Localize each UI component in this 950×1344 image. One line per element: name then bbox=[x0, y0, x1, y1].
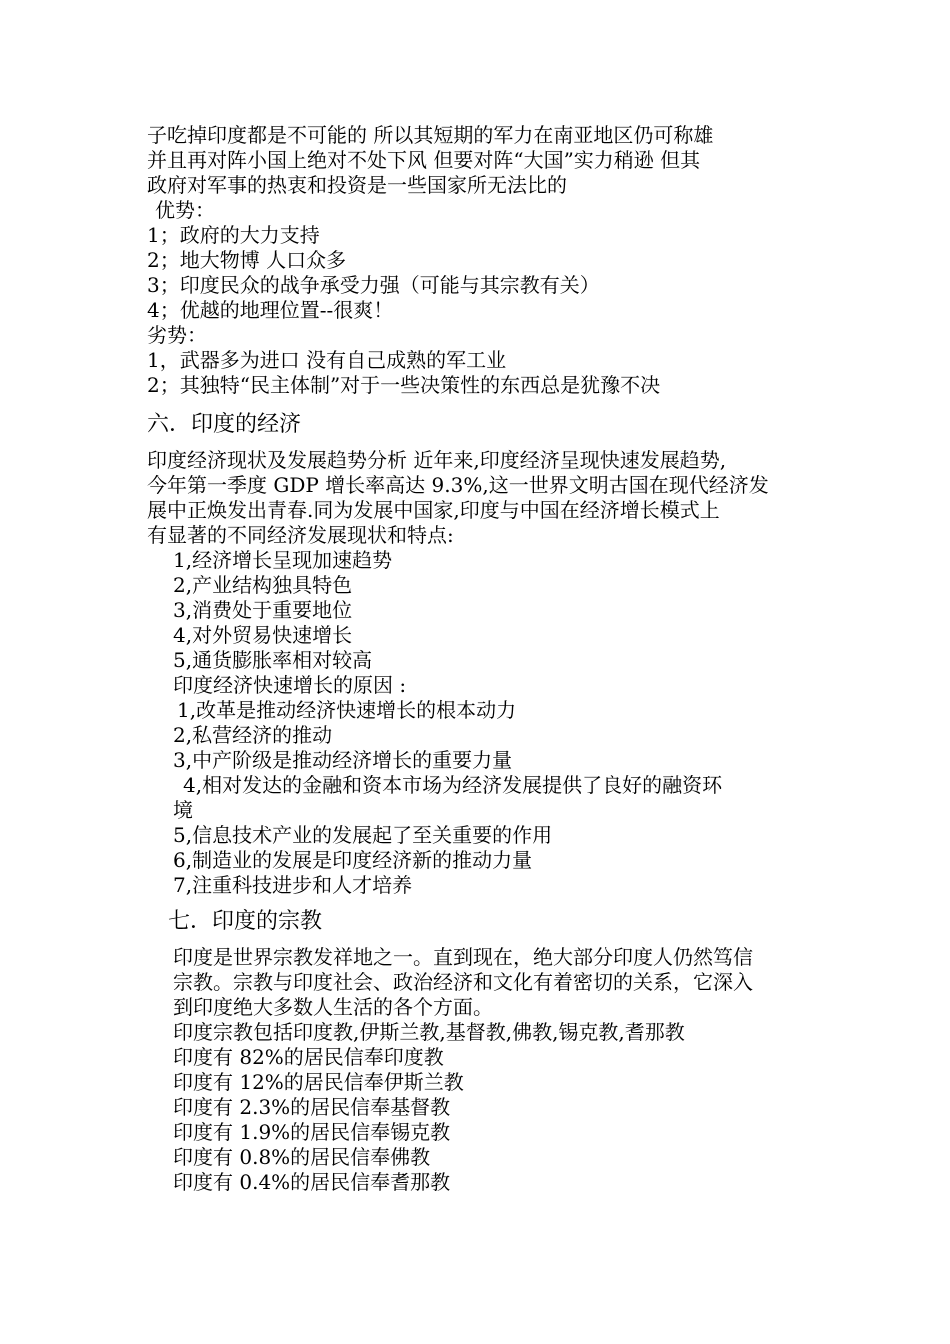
paragraph-line: 政府对军事的热衷和投资是一些国家所无法比的 bbox=[147, 173, 567, 197]
paragraph-line: 印度是世界宗教发祥地之一。直到现在，绝大部分印度人仍然笃信 bbox=[173, 945, 753, 969]
weakness-item: 1，武器多为进口 没有自己成熟的军工业 bbox=[147, 348, 507, 372]
weaknesses-title: 劣势： bbox=[147, 323, 207, 347]
strengths-title: 优势： bbox=[155, 198, 215, 222]
feature-item: 2,产业结构独具特色 bbox=[173, 573, 353, 597]
reason-item-continuation: 境 bbox=[173, 798, 193, 822]
paragraph-line: 今年第一季度 GDP 增长率高达 9.3%,这一世界文明古国在现代经济发 bbox=[147, 473, 769, 497]
section-heading-economy: 六．印度的经济 bbox=[147, 412, 302, 437]
reason-item: 5,信息技术产业的发展起了至关重要的作用 bbox=[173, 823, 553, 847]
religion-stat: 印度有 0.8%的居民信奉佛教 bbox=[173, 1145, 431, 1169]
feature-item: 4,对外贸易快速增长 bbox=[173, 623, 353, 647]
religion-stat: 印度有 0.4%的居民信奉耆那教 bbox=[173, 1170, 451, 1194]
religion-stat: 印度有 12%的居民信奉伊斯兰教 bbox=[173, 1070, 464, 1094]
reasons-title: 印度经济快速增长的原因 : bbox=[173, 673, 407, 697]
religion-list-title: 印度宗教包括印度教,伊斯兰教,基督教,佛教,锡克教,耆那教 bbox=[173, 1020, 685, 1044]
weakness-item: 2；其独特“民主体制”对于一些决策性的东西总是犹豫不决 bbox=[147, 373, 661, 397]
reason-item: 1,改革是推动经济快速增长的根本动力 bbox=[177, 698, 517, 722]
religion-stat: 印度有 2.3%的居民信奉基督教 bbox=[173, 1095, 451, 1119]
paragraph-line: 到印度绝大多数人生活的各个方面。 bbox=[173, 995, 493, 1019]
paragraph-line: 印度经济现状及发展趋势分析 近年来,印度经济呈现快速发展趋势, bbox=[147, 448, 727, 472]
paragraph-line: 宗教。宗教与印度社会、政治经济和文化有着密切的关系，它深入 bbox=[173, 970, 753, 994]
reason-item: 2,私营经济的推动 bbox=[173, 723, 333, 747]
reason-item: 7,注重科技进步和人才培养 bbox=[173, 873, 413, 897]
paragraph-line: 并且再对阵小国上绝对不处下风 但要对阵“大国”实力稍逊 但其 bbox=[147, 148, 701, 172]
strength-item: 3；印度民众的战争承受力强（可能与其宗教有关） bbox=[147, 273, 600, 297]
feature-item: 1,经济增长呈现加速趋势 bbox=[173, 548, 393, 572]
section-heading-religion: 七．印度的宗教 bbox=[168, 909, 323, 934]
reason-item: 4,相对发达的金融和资本市场为经济发展提供了良好的融资环 bbox=[183, 773, 723, 797]
religion-stat: 印度有 82%的居民信奉印度教 bbox=[173, 1045, 444, 1069]
reason-item: 6,制造业的发展是印度经济新的推动力量 bbox=[173, 848, 533, 872]
paragraph-line: 子吃掉印度都是不可能的 所以其短期的军力在南亚地区仍可称雄 bbox=[147, 123, 714, 147]
strength-item: 4；优越的地理位置--很爽！ bbox=[147, 298, 394, 322]
feature-item: 3,消费处于重要地位 bbox=[173, 598, 353, 622]
strength-item: 1；政府的大力支持 bbox=[147, 223, 320, 247]
feature-item: 5,通货膨胀率相对较高 bbox=[173, 648, 373, 672]
paragraph-line: 有显著的不同经济发展现状和特点: bbox=[147, 523, 454, 547]
paragraph-line: 展中正焕发出青春.同为发展中国家,印度与中国在经济增长模式上 bbox=[147, 498, 720, 522]
religion-stat: 印度有 1.9%的居民信奉锡克教 bbox=[173, 1120, 451, 1144]
strength-item: 2；地大物博 人口众多 bbox=[147, 248, 347, 272]
reason-item: 3,中产阶级是推动经济增长的重要力量 bbox=[173, 748, 513, 772]
